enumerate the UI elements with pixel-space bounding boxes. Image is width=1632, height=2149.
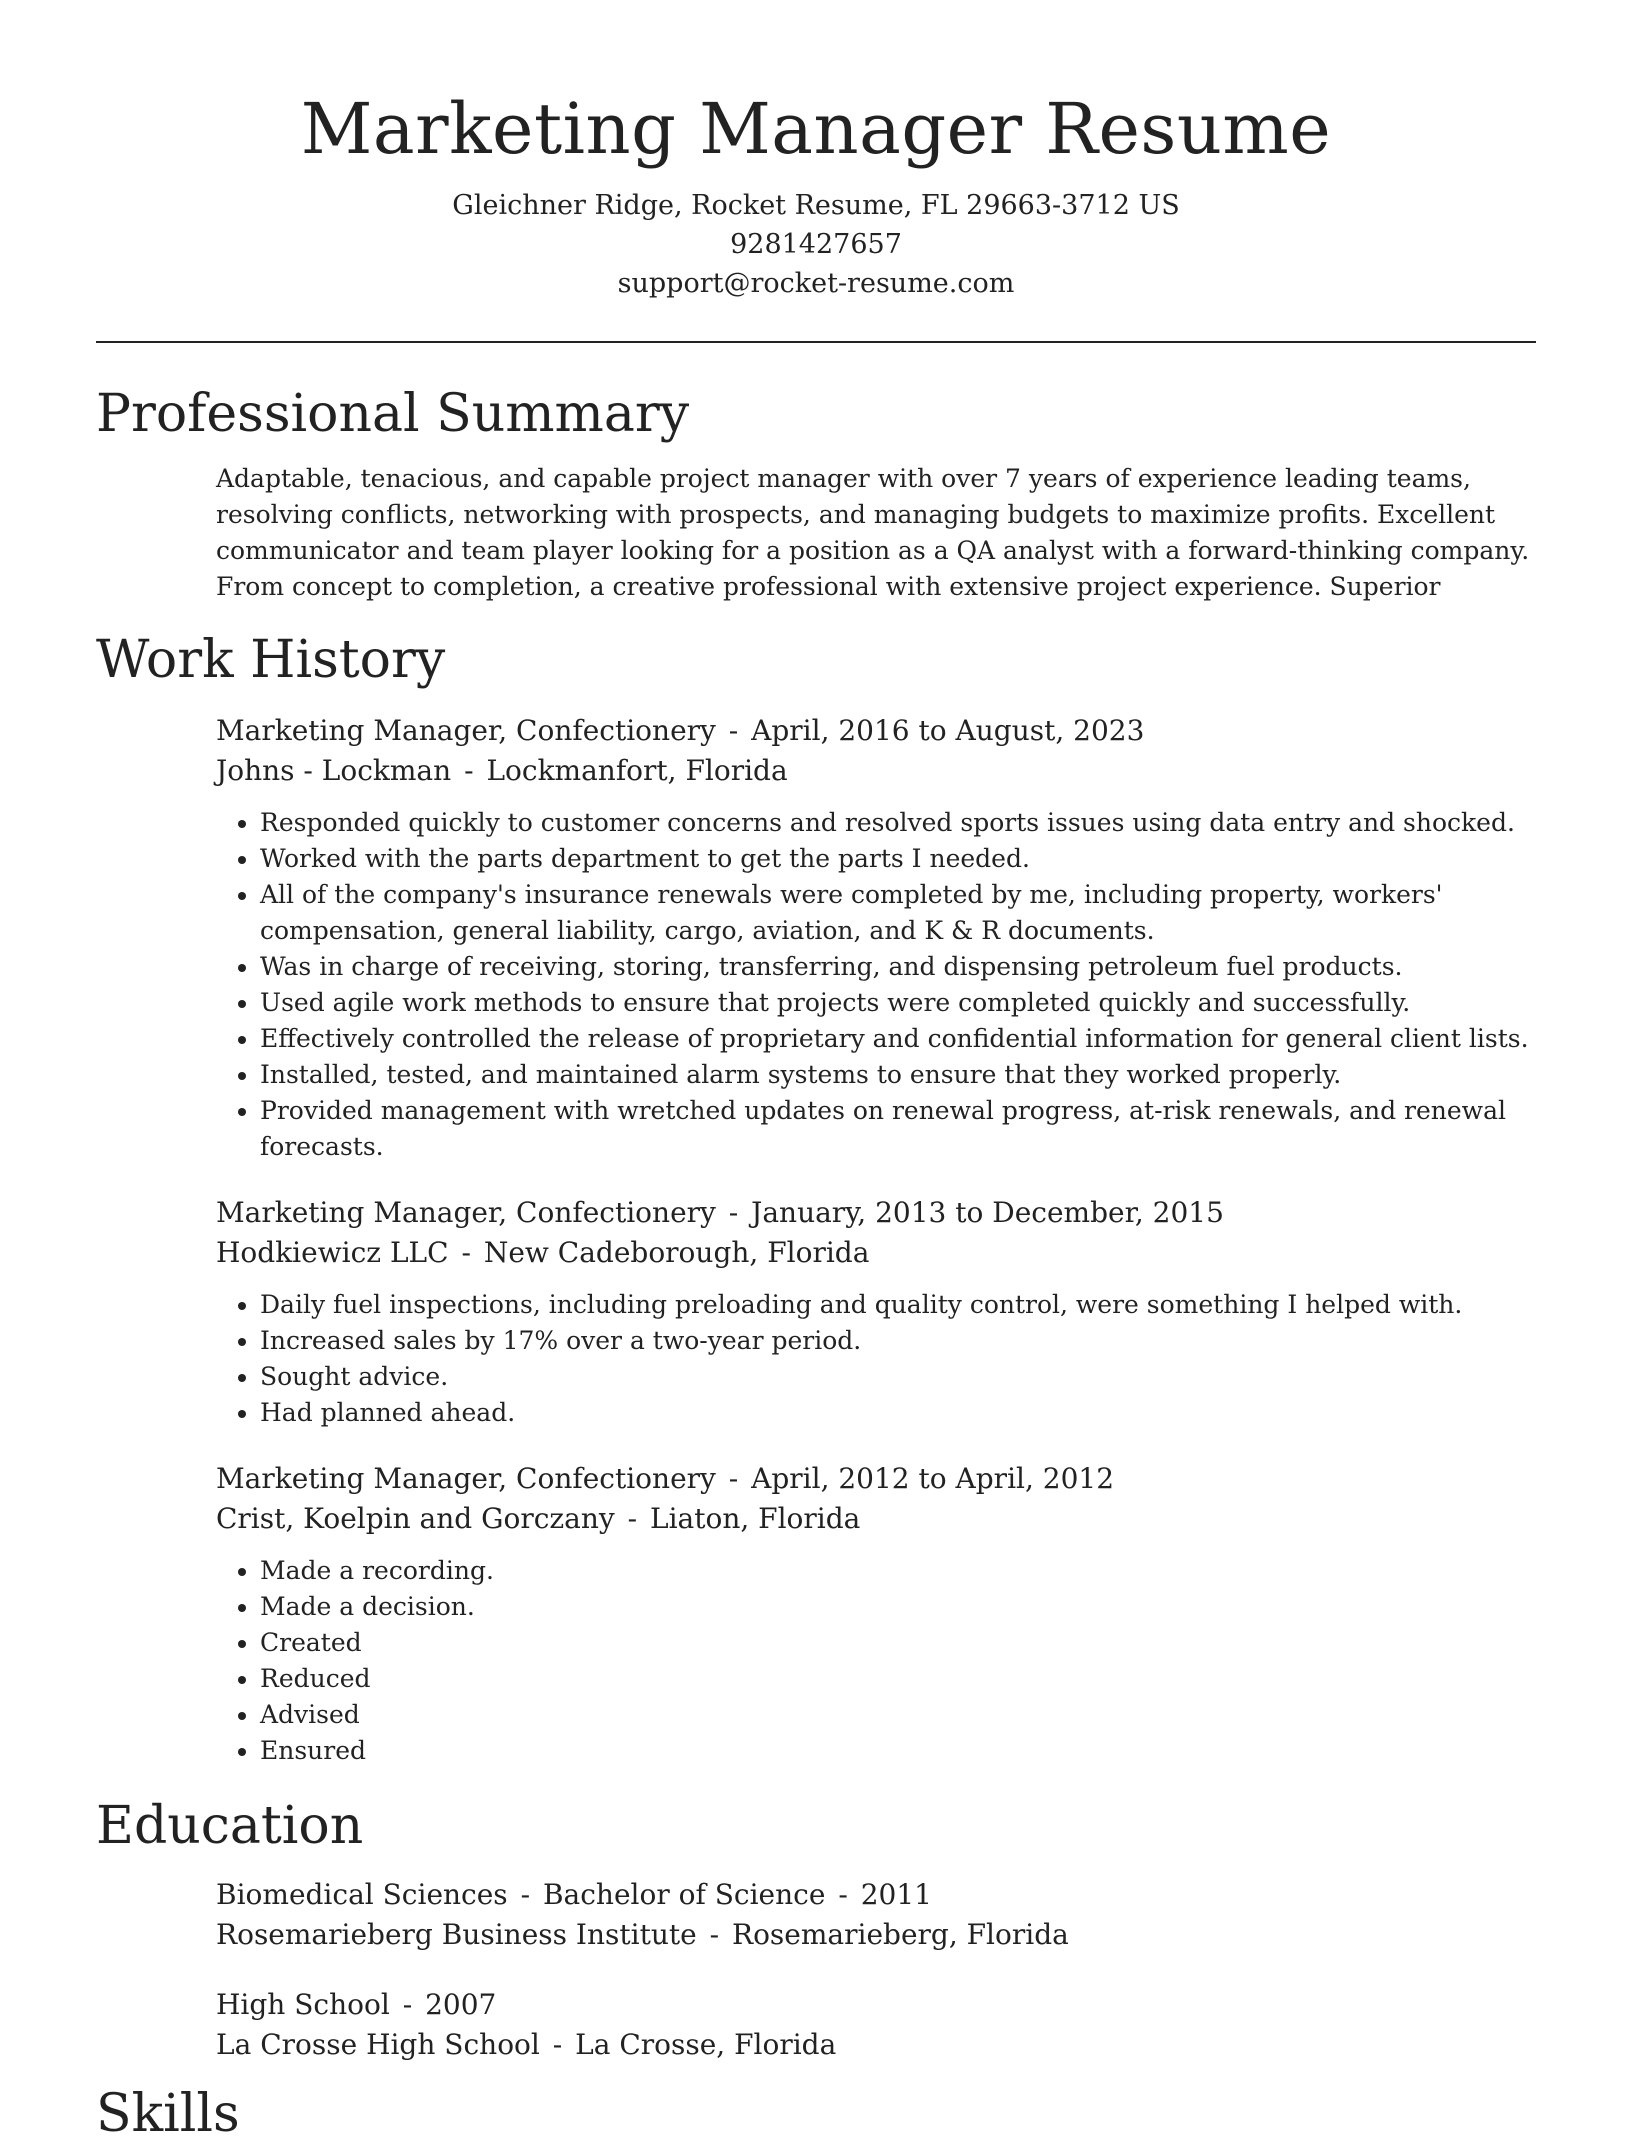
- job-bullet: • Ensured: [260, 1733, 1536, 1769]
- job-bullet: • Used agile work methods to ensure that projects were completed quickly and successfully.: [260, 985, 1536, 1021]
- contact-block: [0, 186, 1632, 303]
- education-field: High School: [216, 1988, 390, 2021]
- job-bullet: • Advised: [260, 1697, 1536, 1733]
- education-degree: Bachelor of Science: [542, 1878, 826, 1911]
- education-year: 2007: [425, 1988, 497, 2021]
- job-bullet: • All of the company's insurance renewals were completed by me, including property, workers' compensation, general liability, cargo, aviation, and K & R documents.: [260, 877, 1536, 949]
- job-bullet: • Was in charge of receiving, storing, transferring, and dispensing petroleum fuel products.: [260, 949, 1536, 985]
- contact-phone: 9281427657: [730, 229, 902, 260]
- job-title-line: [216, 711, 1536, 751]
- job-location: Liaton, Florida: [649, 1502, 861, 1535]
- job-role: Marketing Manager, Confectionery: [216, 1196, 716, 1229]
- job-location: Lockmanfort, Florida: [486, 754, 788, 787]
- job-entry-1: [0, 711, 1632, 1165]
- education-school: La Crosse High School: [216, 2028, 540, 2061]
- separator: -: [552, 2028, 563, 2061]
- job-bullet: • Installed, tested, and maintained alarm systems to ensure that they worked properly.: [260, 1057, 1536, 1093]
- job-bullet: • Reduced: [260, 1661, 1536, 1697]
- job-bullet: • Worked with the parts department to get the parts I needed.: [260, 841, 1536, 877]
- separator: -: [461, 1236, 471, 1269]
- job-bullet: • Provided management with wretched updates on renewal progress, at-risk renewals, and renewal forecasts.: [260, 1093, 1536, 1165]
- separator: -: [838, 1878, 848, 1911]
- separator: -: [402, 1988, 413, 2021]
- separator: -: [520, 1878, 531, 1911]
- contact-address: Gleichner Ridge, Rocket Resume, FL 29663-3712 US: [452, 190, 1180, 221]
- skills-heading: Skills: [96, 2084, 240, 2144]
- job-title-line: [216, 1193, 1536, 1233]
- education-school-line: [216, 2025, 1536, 2065]
- separator: -: [709, 1918, 720, 1951]
- job-bullet: • Made a recording.: [260, 1553, 1536, 1589]
- job-company-line: [216, 1499, 1536, 1539]
- job-company-line: [216, 751, 1536, 791]
- education-heading: Education: [96, 1796, 364, 1856]
- education-year: 2011: [860, 1878, 932, 1911]
- job-company: Hodkiewicz LLC: [216, 1236, 449, 1269]
- job-bullet-list: [216, 1287, 1536, 1431]
- job-company: Crist, Koelpin and Gorczany: [216, 1502, 615, 1535]
- job-location: New Cadeborough, Florida: [483, 1236, 870, 1269]
- education-school-line: [216, 1915, 1536, 1955]
- job-bullet-list: [216, 1553, 1536, 1769]
- job-bullet: • Daily fuel inspections, including preloading and quality control, were something I helped with.: [260, 1287, 1536, 1323]
- education-degree-line: [216, 1985, 1536, 2025]
- separator: -: [627, 1502, 638, 1535]
- job-role: Marketing Manager, Confectionery: [216, 1462, 716, 1495]
- summary-heading: Professional Summary: [96, 384, 690, 444]
- education-field: Biomedical Sciences: [216, 1878, 508, 1911]
- job-bullet: • Effectively controlled the release of proprietary and confidential information for general client lists.: [260, 1021, 1536, 1057]
- job-bullet: • Sought advice.: [260, 1359, 1536, 1395]
- separator: -: [728, 1196, 739, 1229]
- education-entry-1: [0, 1875, 1632, 1955]
- education-location: Rosemarieberg, Florida: [731, 1918, 1069, 1951]
- resume-title: Marketing Manager Resume: [300, 88, 1332, 170]
- job-dates: April, 2016 to August, 2023: [751, 714, 1145, 747]
- education-school: Rosemarieberg Business Institute: [216, 1918, 697, 1951]
- contact-email: support@rocket-resume.com: [617, 268, 1015, 299]
- resume-header: [0, 0, 1632, 303]
- job-company-line: [216, 1233, 1536, 1273]
- job-dates: April, 2012 to April, 2012: [751, 1462, 1115, 1495]
- separator: -: [728, 1462, 739, 1495]
- header-divider: [96, 341, 1536, 343]
- separator: -: [464, 754, 474, 787]
- education-location: La Crosse, Florida: [575, 2028, 837, 2061]
- job-entry-2: [0, 1193, 1632, 1431]
- job-entry-3: [0, 1459, 1632, 1769]
- job-bullet: • Increased sales by 17% over a two-year period.: [260, 1323, 1536, 1359]
- job-role: Marketing Manager, Confectionery: [216, 714, 716, 747]
- separator: -: [728, 714, 739, 747]
- job-dates: January, 2013 to December, 2015: [751, 1196, 1224, 1229]
- job-bullet-list: [216, 805, 1536, 1165]
- job-bullet: • Had planned ahead.: [260, 1395, 1536, 1431]
- work-history-heading: Work History: [96, 630, 446, 690]
- job-bullet: • Made a decision.: [260, 1589, 1536, 1625]
- job-company: Johns - Lockman: [216, 754, 452, 787]
- job-bullet: • Responded quickly to customer concerns and resolved sports issues using data entry and shocked.: [260, 805, 1536, 841]
- job-title-line: [216, 1459, 1536, 1499]
- summary-text: Adaptable, tenacious, and capable project manager with over 7 years of experience leading teams, resolving conflicts, networking with prospects, and managing budgets to maximize profits. Excellent communicator and team player looking for a position as a QA analyst with a forward-thinking company. From concept to completion, a creative professional with extensive project experience. Superior: [216, 464, 1530, 601]
- education-degree-line: [216, 1875, 1536, 1915]
- job-bullet: • Created: [260, 1625, 1536, 1661]
- education-entry-2: [0, 1985, 1632, 2065]
